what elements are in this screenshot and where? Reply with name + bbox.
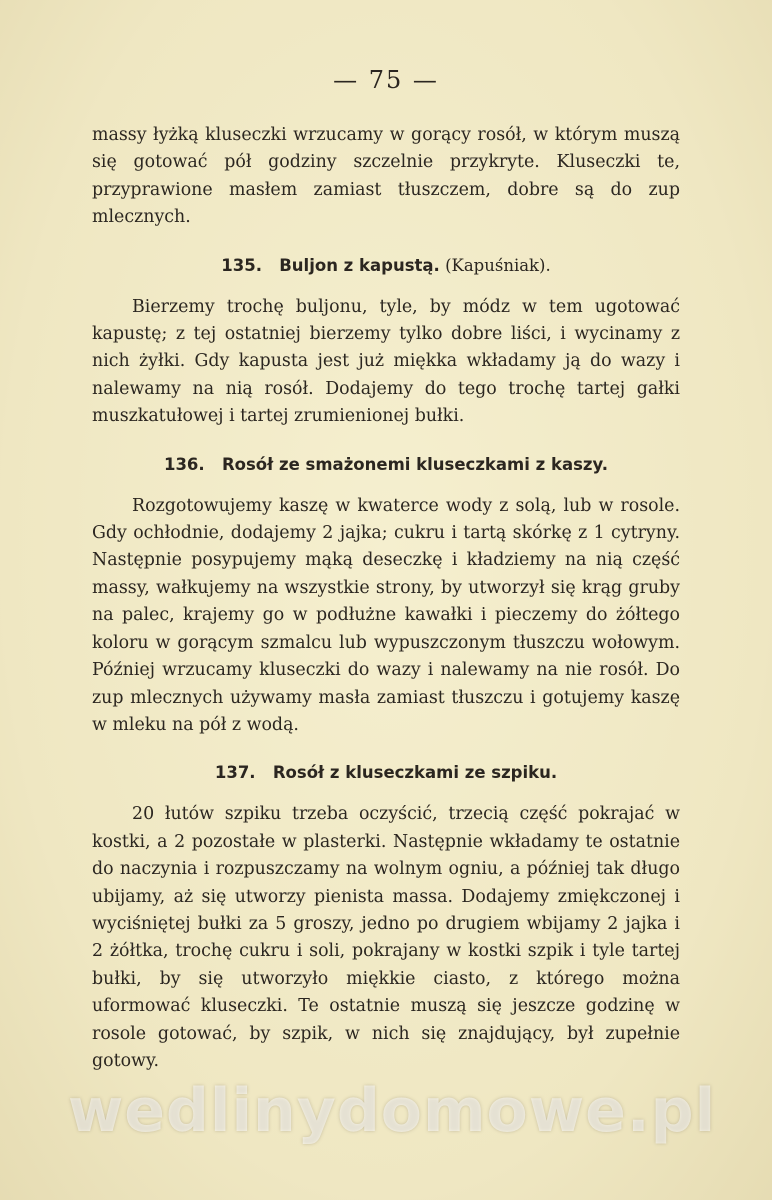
recipe-heading-136 bbox=[92, 453, 680, 477]
page-number: — 75 — bbox=[333, 66, 439, 94]
recipe-number: 136. bbox=[163, 454, 205, 474]
recipe-subtitle: (Kapuśniak). bbox=[445, 255, 551, 275]
recipe-number: 135. bbox=[221, 255, 262, 275]
recipe-heading-137 bbox=[92, 761, 680, 785]
recipe-heading-135 bbox=[92, 254, 680, 278]
recipe-text-136: Rozgotowujemy kaszę w kwaterce wody z solą, lub w rosole. Gdy ochłodnie, dodajemy 2 jajka; cukru i tartą skórkę z 1 cytryny. Następnie posypujemy mąką deseczkę i kładziemy na nią część massy, wałkujemy na wszystkie strony, by utworzył się krąg gruby na palec, krajemy go w podłużne kawałki i pieczemy do żółtego koloru w gorącym szmalcu lub wypuszczonym tłuszczu wołowym. Później wrzucamy kluseczki do wazy i nalewamy na nie rosół. Do zup mlecznych używamy masła zamiast tłuszczu i gotujemy kaszę w mleku na pół z wodą. bbox=[92, 495, 680, 735]
page-content bbox=[92, 122, 680, 1075]
recipe-title: Buljon z kapustą. bbox=[279, 255, 440, 275]
recipe-number: 137. bbox=[214, 763, 256, 783]
paragraph-continued: massy łyżką kluseczki wrzucamy w gorący rosół, w którym muszą się gotować pół godziny szczelnie przykryte. Kluseczki te, przyprawione masłem zamiast tłuszczem, dobre są do zup mlecznych. bbox=[92, 125, 680, 228]
site-watermark: wedlinydomowe.pl bbox=[67, 1076, 717, 1146]
recipe-text-135: Bierzemy trochę buljonu, tyle, by módz w tem ugotować kapustę; z tej ostatniej bierzemy tylko dobre liści, i wycinamy z nich żyłki. Gdy kapusta jest już miękka wkładamy ją do wazy i nalewamy na nią rosół. Dodajemy do tego trochę tartej gałki muszkatułowej i tartej zrumienionej bułki. bbox=[92, 296, 680, 427]
recipe-title: Rosół ze smażonemi kluseczkami z kaszy. bbox=[221, 454, 609, 474]
recipe-text-137: 20 łutów szpiku trzeba oczyścić, trzecią część pokrajać w kostki, a 2 pozostałe w plasterki. Następnie wkładamy te ostatnie do naczynia i rozpuszczamy na wolnym ogniu, a później tak długo ubijamy, aż się utworzy pienista massa. Dodajemy zmiękczonej i wyciśniętej bułki za 5 groszy, jedno po drugiem wbijamy 2 jajka i 2 żółtka, trochę cukru i soli, pokrajany w kostki szpik i tyle tartej bułki, by się utworzyło miękkie ciasto, z którego można uformować kluseczki. Te ostatnie muszą się jeszcze godzinę w rosole gotować, by szpik, w nich się znajdujący, był zupełnie gotowy. bbox=[92, 804, 680, 1071]
recipe-title: Rosół z kluseczkami ze szpiku. bbox=[272, 763, 558, 783]
